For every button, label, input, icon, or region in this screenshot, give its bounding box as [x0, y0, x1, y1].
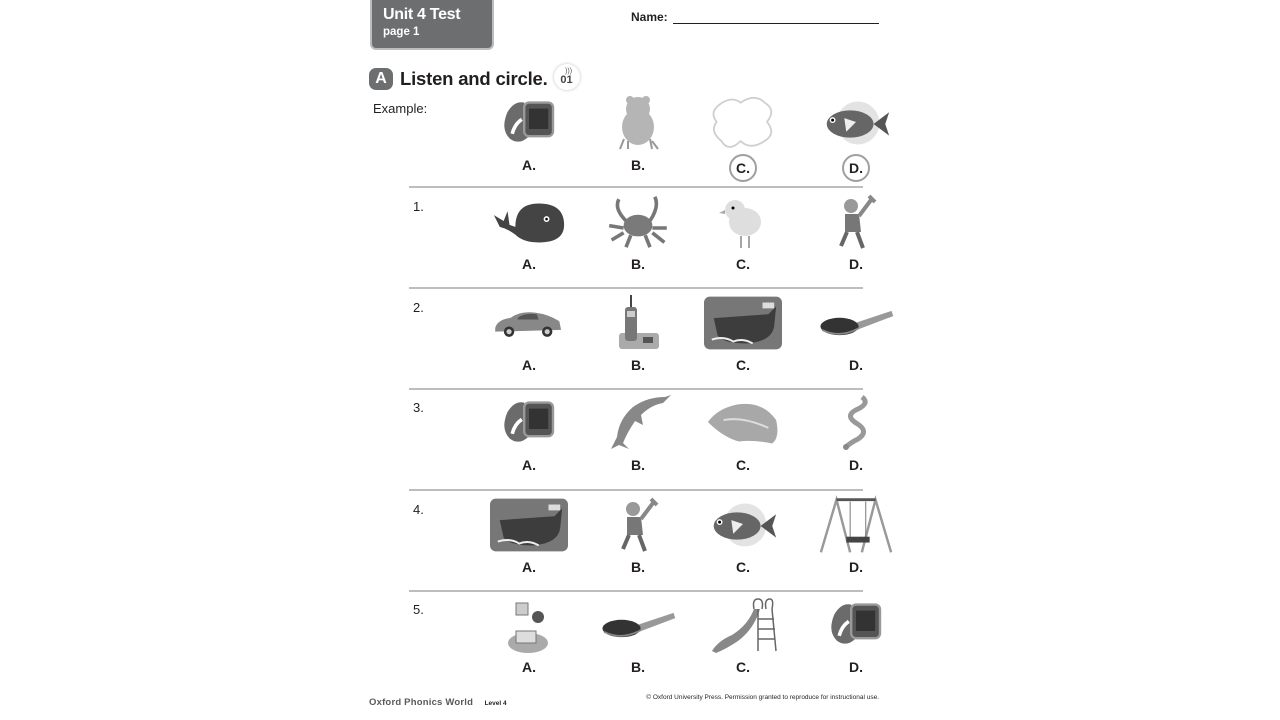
option-letter[interactable]: A.	[522, 659, 536, 675]
dolphin-picture[interactable]	[598, 392, 678, 454]
question-example-option-1[interactable]	[593, 92, 683, 176]
option-letter[interactable]: C.	[736, 357, 750, 373]
chick-picture[interactable]	[703, 191, 783, 253]
unit-title: Unit 4 Test	[383, 6, 461, 23]
footer-level: Level 4	[484, 700, 507, 707]
option-letter[interactable]: B.	[631, 256, 645, 272]
watch-picture[interactable]	[489, 392, 569, 454]
row-divider	[409, 489, 863, 491]
option-letter[interactable]: C.	[736, 457, 750, 473]
example-label: Example:	[373, 101, 428, 116]
footer-copyright: © Oxford University Press. Permission granted to reproduce for instructional use.	[646, 694, 879, 701]
ship-picture[interactable]	[703, 292, 783, 354]
option-letter[interactable]: A.	[522, 559, 536, 575]
sound-wave-icon: )))	[565, 67, 573, 75]
question-5-option-1[interactable]	[593, 594, 683, 678]
option-letter[interactable]: A.	[522, 357, 536, 373]
question-5-option-2[interactable]	[698, 594, 788, 678]
section-header	[369, 68, 580, 90]
cordless-phone-picture[interactable]	[598, 292, 678, 354]
question-number: 4.	[413, 502, 424, 517]
blob-outline-picture[interactable]	[703, 92, 783, 154]
row-divider	[409, 590, 863, 592]
question-2-option-1[interactable]	[593, 292, 683, 376]
question-example-option-2[interactable]	[698, 92, 788, 182]
option-letter[interactable]: C.	[736, 256, 750, 272]
option-letter[interactable]: C.	[736, 659, 750, 675]
option-letter[interactable]: A.	[522, 457, 536, 473]
question-4-option-2[interactable]	[698, 494, 788, 578]
footer-brand: Oxford Phonics World	[369, 697, 474, 708]
whale-picture[interactable]	[489, 191, 569, 253]
question-number: 2.	[413, 300, 424, 315]
question-4-option-1[interactable]	[593, 494, 683, 578]
fish-picture[interactable]	[703, 494, 783, 556]
question-2-option-3[interactable]	[811, 292, 901, 376]
shell-picture[interactable]	[703, 392, 783, 454]
question-3-option-1[interactable]	[593, 392, 683, 476]
section-instruction: Listen and circle.	[400, 68, 548, 89]
breakfast-plate-picture[interactable]	[489, 594, 569, 656]
slide-picture[interactable]	[703, 594, 783, 656]
option-letter[interactable]: B.	[631, 357, 645, 373]
question-3-option-3[interactable]	[811, 392, 901, 476]
row-divider	[409, 186, 863, 188]
question-example-option-3[interactable]	[811, 92, 901, 182]
option-letter[interactable]: C.	[736, 559, 750, 575]
swing-picture[interactable]	[816, 494, 896, 556]
name-label: Name:	[631, 10, 668, 24]
watch-picture[interactable]	[816, 594, 896, 656]
question-example-option-0[interactable]	[484, 92, 574, 176]
option-letter[interactable]: D.	[849, 357, 863, 373]
row-divider	[409, 287, 863, 289]
question-number: 1.	[413, 199, 424, 214]
option-letter[interactable]: A.	[522, 157, 536, 173]
audio-track-number: 01	[560, 73, 573, 86]
option-letter[interactable]: C.	[729, 154, 757, 182]
question-3-option-2[interactable]	[698, 392, 788, 476]
option-letter[interactable]: B.	[631, 659, 645, 675]
girl-waving-picture[interactable]	[816, 191, 896, 253]
page-label: page 1	[383, 26, 420, 38]
brush-picture[interactable]	[816, 292, 896, 354]
question-1-option-2[interactable]	[698, 191, 788, 275]
unit-title-box	[370, 0, 494, 50]
question-number: 3.	[413, 400, 424, 415]
question-3-option-0[interactable]	[484, 392, 574, 476]
row-divider	[409, 388, 863, 390]
question-2-option-0[interactable]	[484, 292, 574, 376]
car-picture[interactable]	[489, 292, 569, 354]
audio-track-badge	[554, 64, 580, 90]
option-letter[interactable]: D.	[849, 659, 863, 675]
frog-picture[interactable]	[598, 92, 678, 154]
option-letter[interactable]: D.	[842, 154, 870, 182]
option-letter[interactable]: D.	[849, 559, 863, 575]
question-1-option-3[interactable]	[811, 191, 901, 275]
ship-picture[interactable]	[489, 494, 569, 556]
option-letter[interactable]: B.	[631, 457, 645, 473]
option-letter[interactable]: D.	[849, 457, 863, 473]
girl-waving-picture[interactable]	[598, 494, 678, 556]
snake-picture[interactable]	[816, 392, 896, 454]
option-letter[interactable]: D.	[849, 256, 863, 272]
name-field	[631, 10, 879, 24]
watch-picture[interactable]	[489, 92, 569, 154]
question-1-option-0[interactable]	[484, 191, 574, 275]
question-4-option-3[interactable]	[811, 494, 901, 578]
option-letter[interactable]: A.	[522, 256, 536, 272]
option-letter[interactable]: B.	[631, 559, 645, 575]
question-1-option-1[interactable]	[593, 191, 683, 275]
crab-picture[interactable]	[598, 191, 678, 253]
question-4-option-0[interactable]	[484, 494, 574, 578]
name-write-line[interactable]	[673, 11, 879, 24]
fish-picture[interactable]	[816, 92, 896, 154]
question-2-option-2[interactable]	[698, 292, 788, 376]
option-letter[interactable]: B.	[631, 157, 645, 173]
worksheet-page	[360, 0, 890, 720]
section-letter-badge: A	[369, 68, 393, 90]
question-number: 5.	[413, 602, 424, 617]
question-5-option-3[interactable]	[811, 594, 901, 678]
footer	[369, 692, 879, 710]
brush-picture[interactable]	[598, 594, 678, 656]
question-5-option-0[interactable]	[484, 594, 574, 678]
